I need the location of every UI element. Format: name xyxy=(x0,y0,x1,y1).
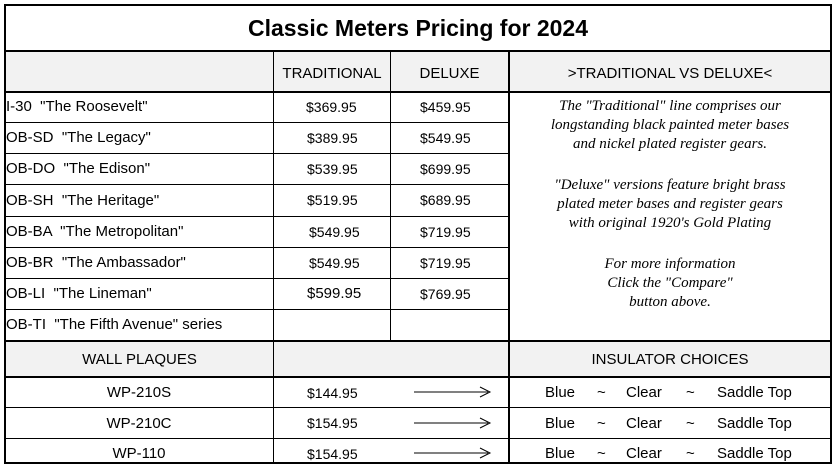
meter-price-traditional: $549.95 xyxy=(309,254,360,271)
arrow-right-icon xyxy=(414,447,492,459)
meter-price-traditional: $599.95 xyxy=(307,285,362,302)
meter-name: OB-SD "The Legacy" xyxy=(6,129,151,146)
meter-name: OB-LI "The Lineman" xyxy=(6,285,152,302)
separator: ~ xyxy=(686,414,695,432)
insulator-clear: Clear xyxy=(626,414,662,432)
plaque-price: $144.95 xyxy=(307,384,358,401)
insulator-blue: Blue xyxy=(545,445,576,462)
insulator-blue: Blue xyxy=(545,384,576,401)
insulator-saddle-top: Saddle Top xyxy=(717,414,792,432)
insulator-clear: Clear xyxy=(626,445,662,462)
page-title: Classic Meters Pricing for 2024 xyxy=(6,6,830,52)
meter-name: OB-BR "The Ambassador" xyxy=(6,254,186,271)
plaque-price: $154.95 xyxy=(307,415,358,431)
meter-price-traditional: $389.95 xyxy=(307,129,358,146)
plaque-price: $154.95 xyxy=(307,445,358,462)
insulator-clear: Clear xyxy=(626,384,662,401)
insulator-saddle-top: Saddle Top xyxy=(717,445,792,462)
plaque-model: WP-110 xyxy=(112,445,166,462)
meter-price-deluxe: $769.95 xyxy=(420,285,471,302)
arrow-right-icon xyxy=(414,417,492,429)
meter-name: OB-BA "The Metropolitan" xyxy=(6,223,184,240)
insulator-blue: Blue xyxy=(545,414,576,432)
meter-name: OB-TI "The Fifth Avenue" series xyxy=(6,316,223,333)
meter-name: OB-SH "The Heritage" xyxy=(6,191,160,209)
meter-price-deluxe: $719.95 xyxy=(420,254,471,271)
info-note: For more information Click the "Compare" button above. xyxy=(604,256,736,310)
plaque-model: WP-210S xyxy=(106,384,172,401)
meter-price-traditional: $539.95 xyxy=(307,160,358,177)
insulator-saddle-top: Saddle Top xyxy=(717,384,792,401)
header-compare: >TRADITIONAL VS DELUXE< xyxy=(567,64,773,82)
meter-price-traditional: $369.95 xyxy=(306,98,357,115)
insulator-choices-header: INSULATOR CHOICES xyxy=(591,351,749,368)
plaque-model: WP-210C xyxy=(106,414,172,432)
traditional-note: The "Traditional" line comprises our longstanding black painted meter bases and nickel plated register gears. xyxy=(550,98,790,152)
meter-price-deluxe: $549.95 xyxy=(420,129,471,146)
separator: ~ xyxy=(686,445,695,462)
deluxe-note: "Deluxe" versions feature bright brass plated meter bases and register gears with original 1920's Gold Plating xyxy=(554,177,786,231)
header-deluxe: DELUXE xyxy=(419,64,480,82)
separator: ~ xyxy=(686,384,695,401)
meter-name: I-30 "The Roosevelt" xyxy=(6,98,148,115)
meter-price-traditional: $549.95 xyxy=(309,223,360,240)
meter-price-deluxe: $689.95 xyxy=(420,192,471,208)
meter-price-traditional: $519.95 xyxy=(307,192,358,208)
header-traditional: TRADITIONAL xyxy=(282,64,382,82)
separator: ~ xyxy=(597,414,606,432)
meter-name: OB-DO "The Edison" xyxy=(6,160,151,177)
separator: ~ xyxy=(597,445,606,462)
meter-price-deluxe: $719.95 xyxy=(420,223,471,240)
pricing-table xyxy=(4,4,832,464)
meter-price-deluxe: $459.95 xyxy=(420,98,471,115)
wall-plaques-header: WALL PLAQUES xyxy=(82,351,197,368)
meter-price-deluxe: $699.95 xyxy=(420,160,471,177)
arrow-right-icon xyxy=(414,386,492,398)
separator: ~ xyxy=(597,384,606,401)
